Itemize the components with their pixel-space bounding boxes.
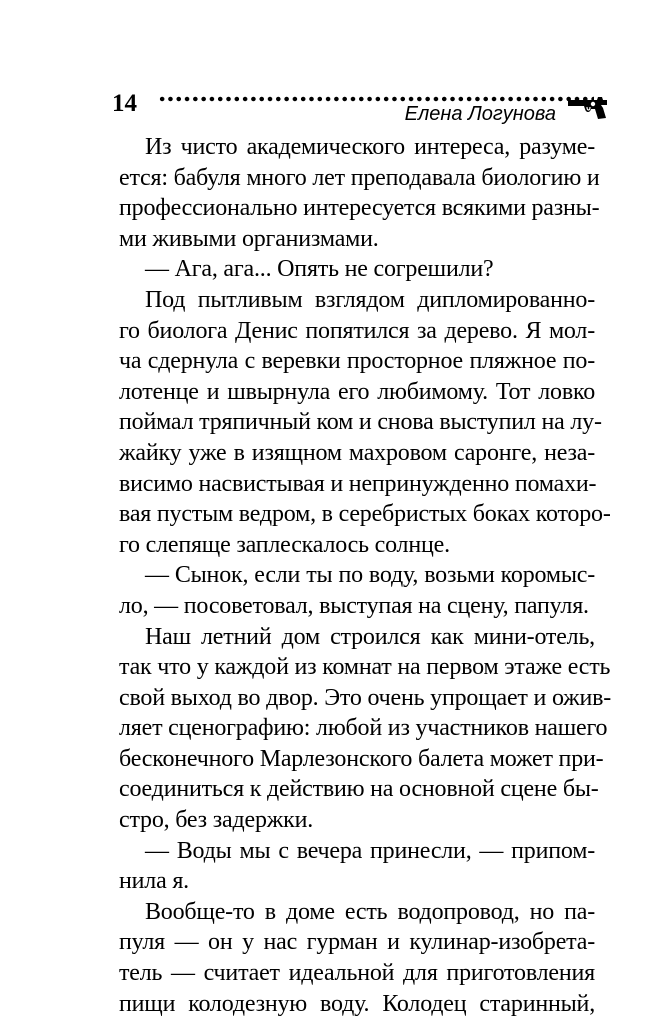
text-line: вая пустым ведром, в серебристых боках которо- [119, 501, 611, 528]
text-line: го слепяще заплескалось солнце. [119, 531, 450, 558]
text-line: жайку уже в изящном махровом саронге, неза- [119, 439, 595, 466]
body-text [119, 132, 612, 1019]
text-line: Вообще-то в доме есть водопровод, но па- [145, 898, 595, 925]
revolver-icon [567, 94, 613, 120]
text-line: ется: бабуля много лет преподавала биологию и [119, 164, 600, 191]
text-line: бесконечного Марлезонского балета может при- [119, 745, 604, 772]
text-line: Из чисто академического интереса, разуме- [145, 134, 595, 160]
text-line: пуля — он у нас гурман и кулинар-изобрета- [119, 929, 595, 956]
text-line: поймал тряпичный ком и снова выступил на лу- [119, 409, 602, 436]
dotted-leader [158, 96, 594, 102]
text-line: тель — считает идеальной для приготовления [119, 960, 595, 987]
text-line: пищи колодезную воду. Колодец старинный, [119, 990, 595, 1017]
text-line: ми живыми организмами. [119, 225, 379, 252]
text-line: лотенце и швырнула его любимому. Тот ловко [119, 378, 595, 405]
text-line: — Воды мы с вечера принесли, — припом- [145, 837, 595, 864]
text-line: ча сдернула с веревки просторное пляжное по- [119, 348, 595, 375]
text-line: Под пытливым взглядом дипломированно- [145, 286, 595, 313]
text-line: ляет сценографию: любой из участников нашего [119, 715, 608, 742]
text-line: профессионально интересуется всякими разны- [119, 195, 600, 222]
text-line: го биолога Денис попятился за дерево. Я мол- [119, 317, 595, 344]
text-line: ло, — посоветовал, выступая на сцену, папуля. [119, 592, 589, 619]
text-line: нила я. [119, 868, 189, 895]
text-line: стро, без задержки. [119, 807, 314, 834]
running-header-author: Елена Логунова [404, 103, 556, 125]
text-line: — Сынок, если ты по воду, возьми коромыс- [145, 562, 595, 589]
page-number: 14 [112, 90, 137, 117]
running-header [112, 86, 612, 126]
text-line: Наш летний дом строился как мини-отель, [145, 623, 595, 650]
text-line: висимо насвистывая и непринужденно помахи- [119, 470, 597, 497]
text-line: соединиться к действию на основной сцене бы- [119, 776, 599, 803]
text-line: — Ага, ага... Опять не согрешили? [145, 256, 494, 283]
text-line: так что у каждой из комнат на первом этаже есть [119, 654, 611, 681]
text-line: свой выход во двор. Это очень упрощает и ожив- [119, 684, 612, 711]
